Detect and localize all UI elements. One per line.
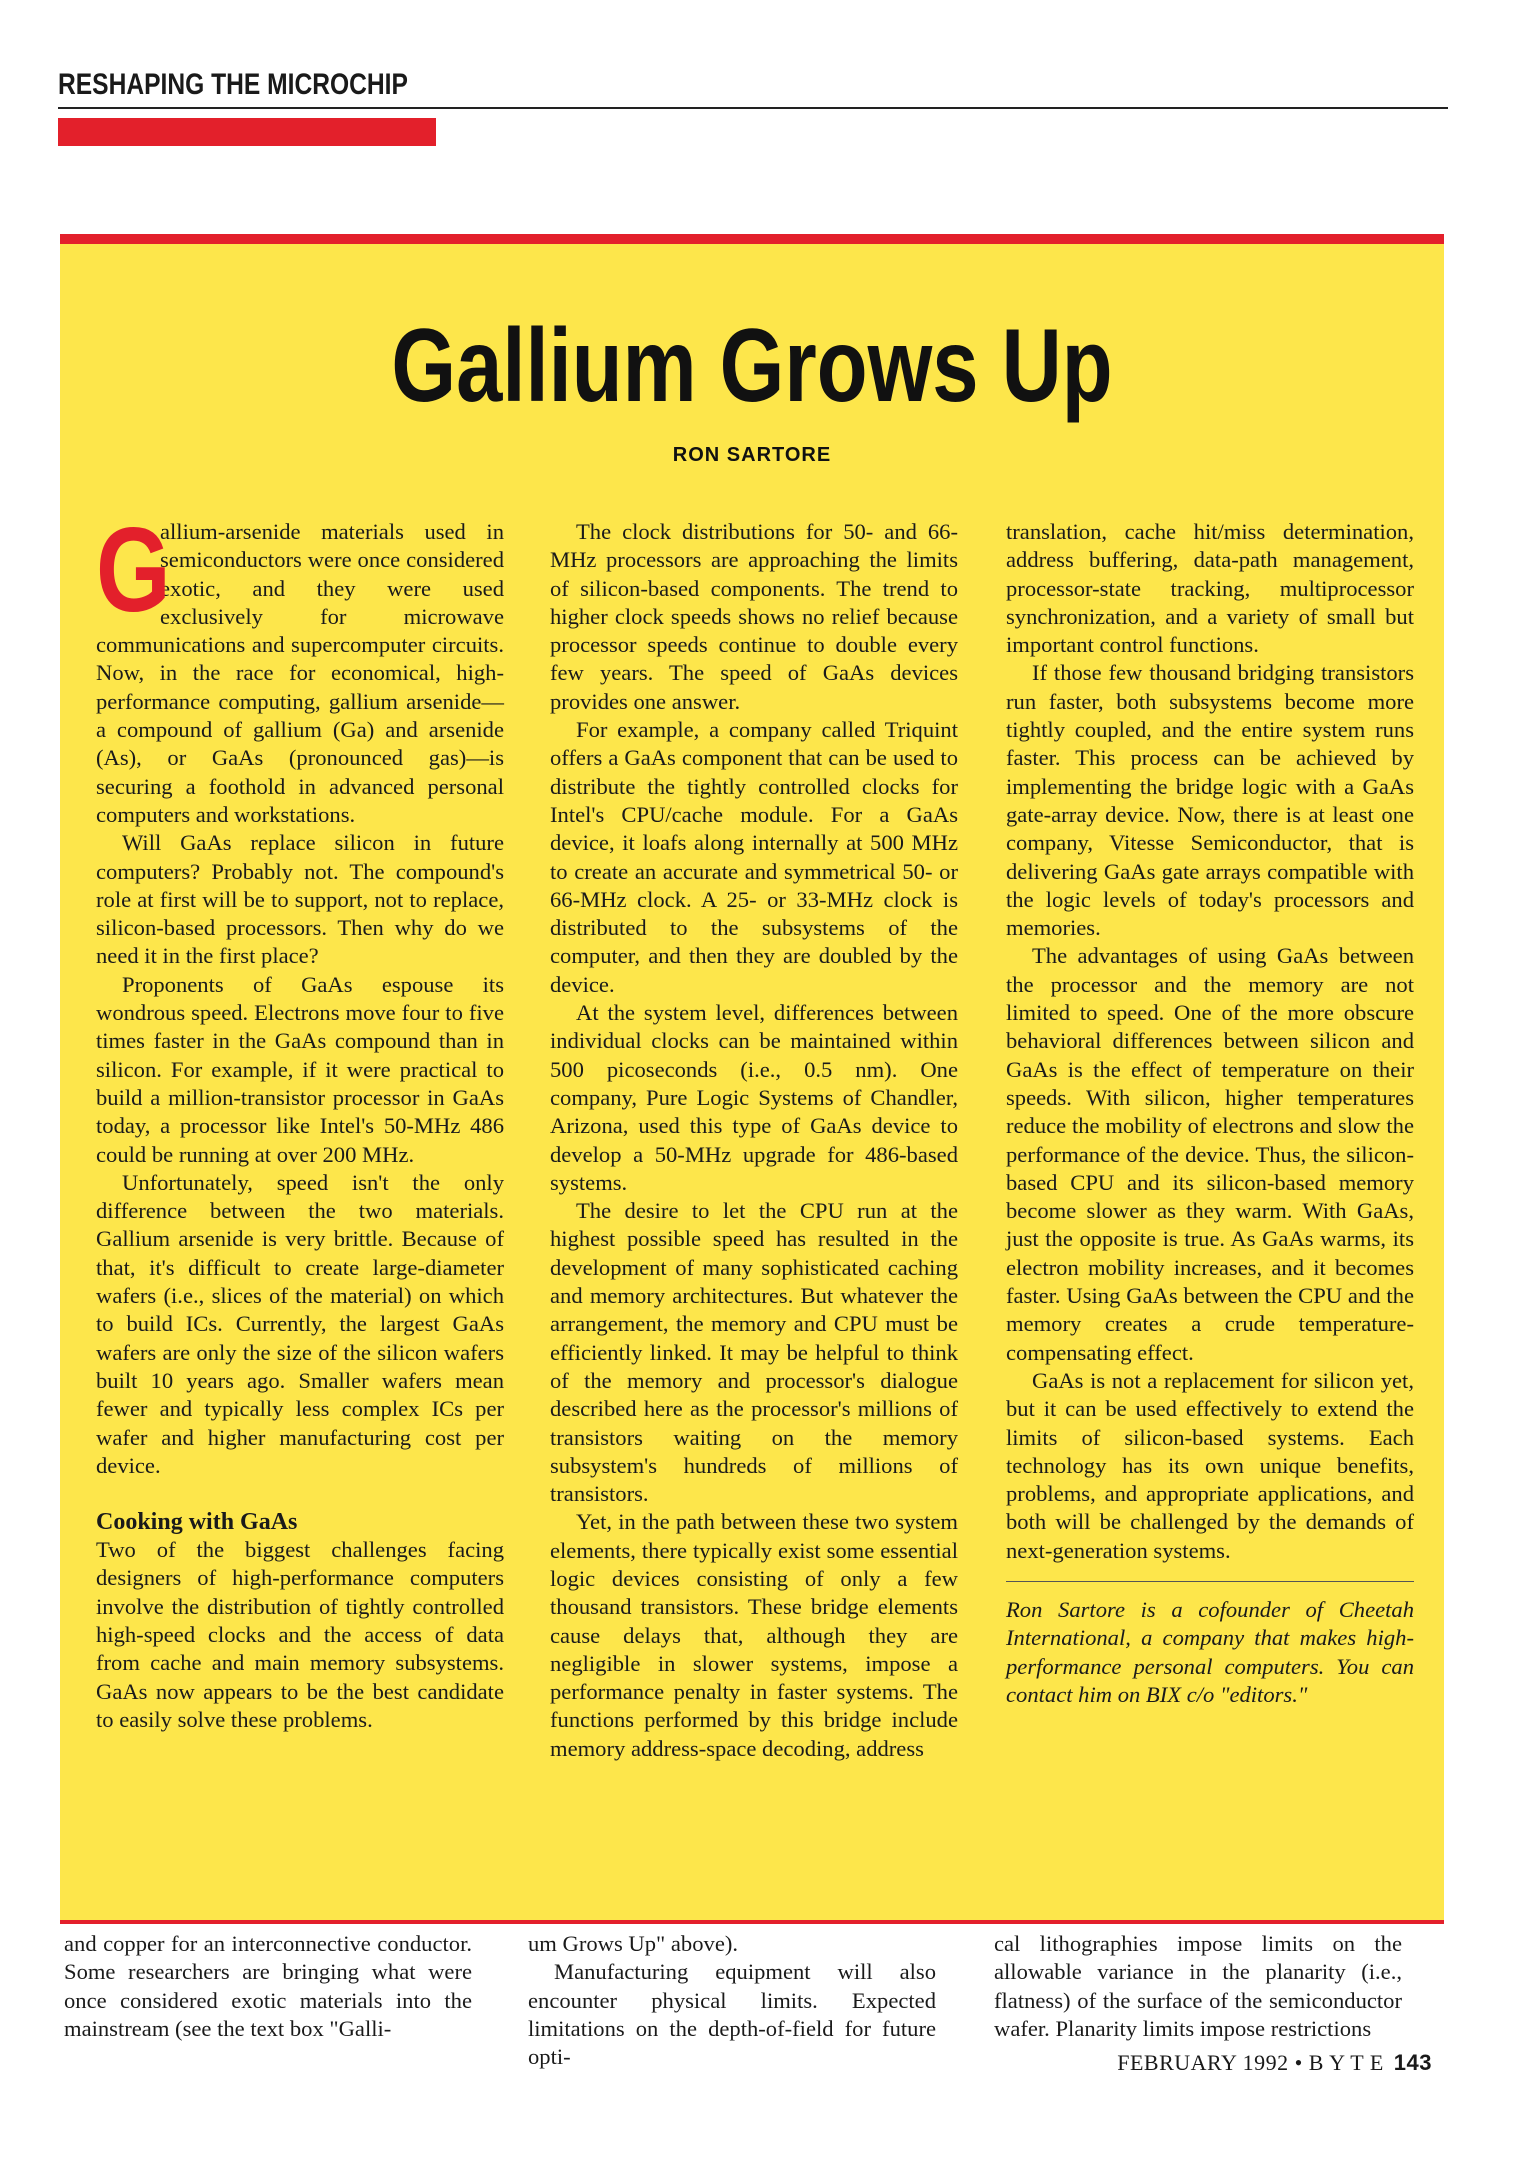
author-bio: Ron Sartore is a cofounder of Cheetah International, a company that makes high-performance personal computers. You can contact him on BIX c/o "editors.": [1006, 1596, 1414, 1707]
paragraph: If those few thousand bridging transistors run faster, both subsystems become more tightly coupled, and the entire system runs faster. This process can be achieved by implementing the bridge logic with a GaAs gate-array device. Now, there is at least one company, Vitesse Semiconductor, that is delivering GaAs gate arrays compatible with the logic levels of today's processors and memories.: [1006, 660, 1414, 941]
column-1: [96, 503, 504, 1734]
body-column-1: [64, 1930, 472, 2043]
paragraph: The clock distributions for 50- and 66-MHz processors are approaching the limits of silicon-based components. The trend to higher clock speeds shows no relief because processor speeds continue to double every few years. The speed of GaAs devices provides one answer.: [550, 519, 958, 714]
paragraph: Proponents of GaAs espouse its wondrous speed. Electrons move four to five times faster in the GaAs compound than in silicon. For example, if it were practical to build a million-transistor processor in GaAs today, a processor like Intel's 50-MHz 486 could be running at over 200 MHz.: [96, 971, 504, 1167]
paragraph: cal lithographies impose limits on the allowable variance in the planarity (i.e., flatness) of the surface of the semiconductor wafer. Planarity limits impose restrictions: [994, 1931, 1402, 2041]
paragraph: Unfortunately, speed isn't the only difference between the two materials. Gallium arsenide is very brittle. Because of that, it's difficult to create large-diameter wafers (i.e., slices of the material) on which to build ICs. Currently, the largest GaAs wafers are only the size of the silicon wafers built 10 years ago. Smaller wafers mean fewer and typically less complex ICs per wafer and higher manufacturing cost per device.: [96, 1169, 504, 1478]
body-column-2: [528, 1930, 936, 2071]
paragraph: and copper for an interconnective conductor. Some researchers are bringing what were once considered exotic materials into the mainstream (see the text box "Galli-: [64, 1931, 472, 2041]
paragraph: The desire to let the CPU run at the highest possible speed has resulted in the development of many sophisticated caching and memory architectures. But whatever the arrangement, the memory and CPU must be efficiently linked. It may be helpful to think of the memory and processor's dialogue described here as the processor's millions of transistors waiting on the memory subsystem's hundreds of millions of transistors.: [550, 1198, 958, 1507]
body-column-3: [994, 1930, 1402, 2043]
paragraph: The advantages of using GaAs between the processor and the memory are not limited to speed. One of the more obscure behavioral differences between silicon and GaAs is the effect of temperature on their speeds. With silicon, higher temperatures reduce the mobility of electrons and slow the performance of the device. Thus, the silicon-based CPU and its silicon-based memory become slower as they warm. With GaAs, just the opposite is true. As GaAs warms, its electron mobility increases, and it becomes faster. Using GaAs between the CPU and the memory creates a crude temperature-compensating effect.: [1006, 943, 1414, 1365]
paragraph-text: allium-arsenide materials used in semiconductors were once considered exotic, and they were used exclusively for microwave communications and supercomputer circuits. Now, in the race for economical, high-performance computing, gallium arsenide—a compound of gallium (Ga) and arsenide (As), or GaAs (pronounced gas)—is securing a foothold in advanced personal computers and workstations.: [96, 519, 504, 827]
paragraph: At the system level, differences between individual clocks can be maintained within 500 picoseconds (i.e., 0.5 nm). One company, Pure Logic Systems of Chandler, Arizona, used this type of GaAs device to develop a 50-MHz upgrade for 486-based systems.: [550, 1000, 958, 1195]
subheading: Cooking with GaAs: [96, 1509, 298, 1536]
page-footer: [1117, 2050, 1432, 2076]
page-number: 143: [1393, 2050, 1432, 2075]
paragraph: Manufacturing equipment will also encounter physical limits. Expected limitations on the depth-of-field for future opti-: [528, 1959, 936, 2070]
paragraph: translation, cache hit/miss determination, address buffering, data-path management, processor-state tracking, multiprocessor synchronization, and a variety of small but important control functions.: [1006, 519, 1414, 658]
section-color-bar: [58, 118, 436, 146]
article-title: Gallium Grows Up: [391, 308, 1113, 424]
paragraph: Will GaAs replace silicon in future computers? Probably not. The compound's role at first will be to support, not to replace, silicon-based processors. Then why do we need it in the first place?: [96, 830, 504, 969]
byline: RON SARTORE: [672, 444, 832, 466]
column-2: [550, 518, 958, 1763]
paragraph: For example, a company called Triquint offers a GaAs component that can be used to distribute the tightly controlled clocks for Intel's CPU/cache module. For a GaAs device, it loafs along internally at 500 MHz to create an accurate and symmetrical 50- or 66-MHz clock. A 25- or 33-MHz clock is distributed to the subsystems of the computer, and then they are doubled by the device.: [550, 717, 958, 997]
paragraph: Two of the biggest challenges facing designers of high-performance computers involve the distribution of tightly controlled high-speed clocks and the access of data from cache and main memory subsystems. GaAs now appears to be the best candidate to easily solve these problems.: [96, 1537, 504, 1732]
paragraph: GaAs is not a replacement for silicon yet, but it can be used effectively to extend the limits of silicon-based systems. Each technology has its own unique benefits, problems, and appropriate applications, and both will be challenged by the demands of next-generation systems.: [1006, 1367, 1414, 1563]
bio-divider: [1006, 1581, 1414, 1582]
paragraph: um Grows Up" above).: [528, 1931, 739, 1956]
header-rule: [58, 107, 1448, 109]
paragraph: Yet, in the path between these two system elements, there typically exist some essential logic devices consisting of only a few thousand transistors. These bridge elements cause delays that, although they are negligible in slower systems, impose a performance penalty in faster systems. The functions performed by this bridge include memory address-space decoding, address: [550, 1509, 958, 1761]
sidebar-box: [60, 234, 1444, 1924]
section-label: RESHAPING THE MICROCHIP: [58, 68, 408, 101]
issue-info: FEBRUARY 1992 • B Y T E: [1117, 2050, 1384, 2075]
drop-cap: G: [96, 503, 171, 637]
column-3: [1006, 518, 1414, 1709]
paragraph: [96, 503, 504, 829]
